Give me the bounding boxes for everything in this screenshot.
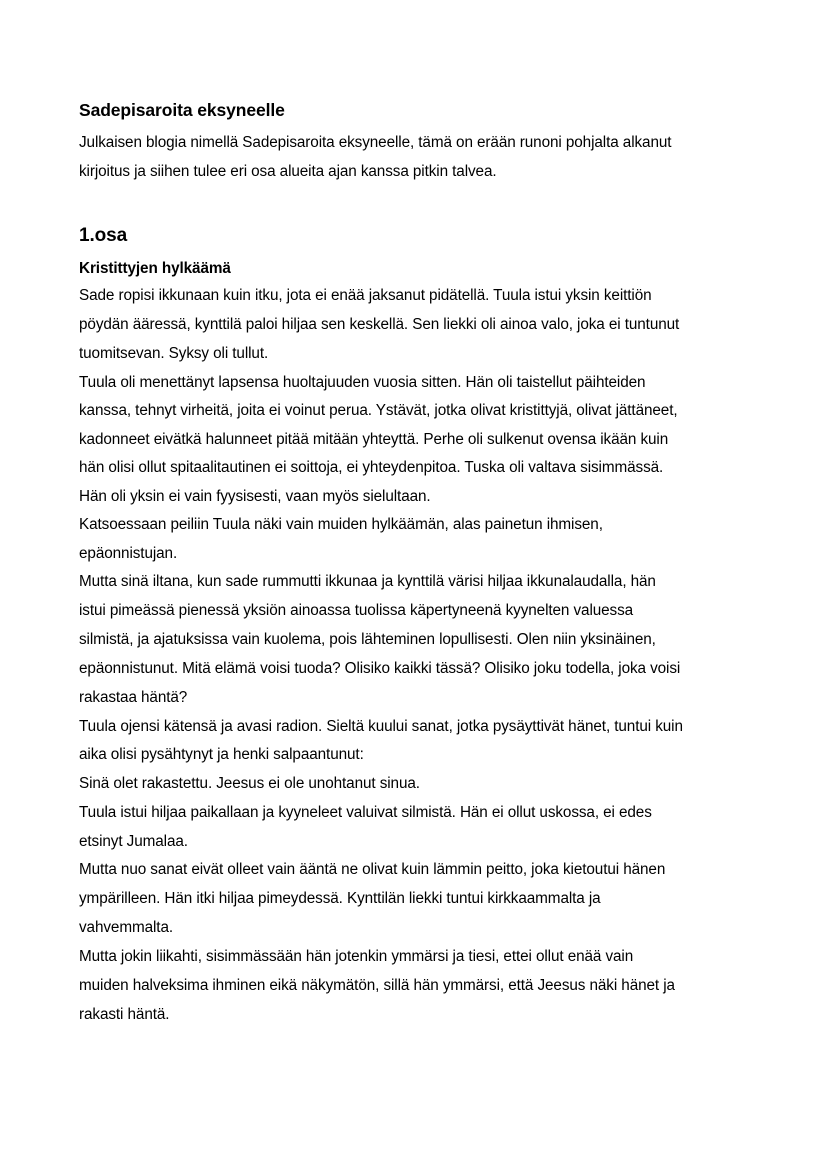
chapter-title: Kristittyjen hylkäämä [79,260,231,277]
body-line: etsinyt Jumalaa. [79,833,188,850]
body-line: Mutta nuo sanat eivät olleet vain ääntä ne olivat kuin lämmin peitto, joka kietoutui hänen [79,861,666,878]
body-line: rakasti häntä. [79,1006,170,1023]
body-line: Sade ropisi ikkunaan kuin itku, jota ei enää jaksanut pidätellä. Tuula istui yksin keittiön [79,287,652,304]
body-line: epäonnistujan. [79,545,178,562]
body-line: Tuula oli menettänyt lapsensa huoltajuuden vuosia sitten. Hän oli taistellut päihteiden [79,374,646,391]
document-title: Sadepisaroita eksyneelle [79,100,285,120]
intro-line: Julkaisen blogia nimellä Sadepisaroita eksyneelle, tämä on erään runoni pohjalta alkanut [79,134,672,151]
body-line: Katsoessaan peiliin Tuula näki vain muiden hylkäämän, alas painetun ihmisen, [79,516,603,533]
body-line: Sinä olet rakastettu. Jeesus ei ole unohtanut sinua. [79,775,420,792]
intro-line: kirjoitus ja siihen tulee eri osa alueita ajan kanssa pitkin talvea. [79,163,497,180]
body-line: Mutta jokin liikahti, sisimmässään hän jotenkin ymmärsi ja tiesi, ettei ollut enää vain [79,948,634,965]
part-heading: 1.osa [79,225,128,246]
body-line: ympärilleen. Hän itki hiljaa pimeydessä. Kynttilän liekki tuntui kirkkaammalta ja [79,890,601,907]
body-line: muiden halveksima ihminen eikä näkymätön, sillä hän ymmärsi, että Jeesus näki hänet ja [79,977,675,994]
body-line: vahvemmalta. [79,919,174,936]
body-line: pöydän ääressä, kynttilä paloi hiljaa sen keskellä. Sen liekki oli ainoa valo, joka ei tuntunut [79,316,680,333]
body-line: silmistä, ja ajatuksissa vain kuolema, pois lähteminen lopullisesti. Olen niin yksinäinen, [79,631,656,648]
body-line: Hän oli yksin ei vain fyysisesti, vaan myös sielultaan. [79,488,431,505]
body-line: hän olisi ollut spitaalitautinen ei soittoja, ei yhteydenpitoa. Tuska oli valtava sisimmässä. [79,459,664,476]
body-line: epäonnistunut. Mitä elämä voisi tuoda? Olisiko kaikki tässä? Olisiko joku todella, joka voisi [79,660,681,677]
body-line: kadonneet eivätkä halunneet pitää mitään yhteyttä. Perhe oli sulkenut ovensa ikään kuin [79,431,669,448]
body-line: rakastaa häntä? [79,689,188,706]
body-line: Mutta sinä iltana, kun sade rummutti ikkunaa ja kynttilä värisi hiljaa ikkunalaudalla, hän [79,573,656,590]
body-line: Tuula istui hiljaa paikallaan ja kyyneleet valuivat silmistä. Hän ei ollut uskossa, ei edes [79,804,652,821]
body-line: Tuula ojensi kätensä ja avasi radion. Sieltä kuului sanat, jotka pysäyttivät hänet, tuntui kuin [79,718,683,735]
body-line: istui pimeässä pienessä yksiön ainoassa tuolissa käpertyneenä kyynelten valuessa [79,602,634,619]
body-line: kanssa, tehnyt virheitä, joita ei voinut perua. Ystävät, jotka olivat kristittyjä, olivat jättäneet, [79,402,678,419]
body-line: tuomitsevan. Syksy oli tullut. [79,345,269,362]
body-line: aika olisi pysähtynyt ja henki salpaantunut: [79,746,364,763]
